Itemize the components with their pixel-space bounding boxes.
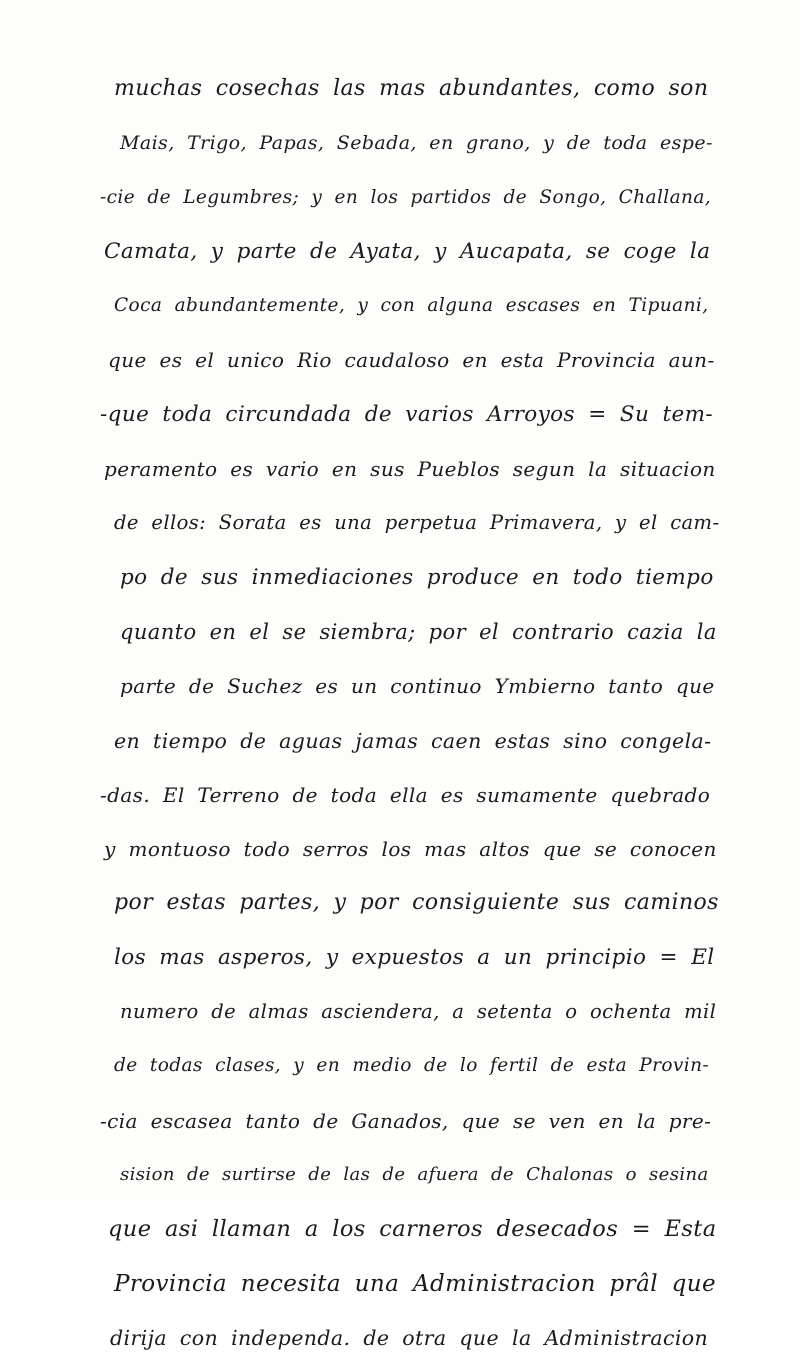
manuscript-line-15: y montuoso todo serros los mas altos que se conocen [104, 837, 717, 862]
manuscript-line-24: dirija con independa. de otra que la Administracion [110, 1325, 709, 1350]
manuscript-line-8: peramento es vario en sus Pueblos segun la situacion [104, 457, 716, 482]
manuscript-line-11: quanto en el se siembra; por el contrario cazia la [120, 619, 717, 644]
manuscript-line-17: los mas asperos, y expuestos a un principio = El [114, 944, 715, 970]
manuscript-line-19: de todas clases, y en medio de lo fertil de esta Provin- [114, 1055, 710, 1077]
manuscript-line-22: que asi llaman a los carneros desecados = Esta [108, 1216, 717, 1243]
manuscript-line-16: por estas partes, y por consiguiente sus caminos [114, 890, 719, 916]
manuscript-line-10: po de sus inmediaciones produce en todo tiempo [120, 564, 714, 590]
manuscript-line-13: en tiempo de aguas jamas caen estas sino congela- [114, 728, 712, 753]
manuscript-line-1: muchas cosechas las mas abundantes, como son [114, 76, 709, 101]
manuscript-line-3: -cie de Legumbres; y en los partidos de Songo, Challana, [100, 186, 712, 208]
manuscript-line-18: numero de almas asciendera, a setenta o ochenta mil [120, 1000, 717, 1024]
manuscript-line-14: -das. El Terreno de toda ella es sumamente quebrado [100, 782, 711, 807]
manuscript-line-4: Camata, y parte de Ayata, y Aucapata, se coge la [104, 238, 711, 264]
manuscript-line-21: sision de surtirse de las de afuera de Chalonas o sesina [120, 1163, 709, 1185]
manuscript-line-7: -que toda circundada de varios Arroyos = Su tem- [100, 401, 714, 427]
manuscript-text [100, 62, 720, 1365]
manuscript-line-20: -cia escasea tanto de Ganados, que se ven en la pre- [100, 1108, 712, 1133]
manuscript-line-12: parte de Suchez es un continuo Ymbierno tanto que [120, 674, 715, 699]
manuscript-line-23: Provincia necesita una Administracion prâl que [114, 1270, 717, 1297]
manuscript-line-9: de ellos: Sorata es una perpetua Primavera, y el cam- [114, 511, 720, 535]
manuscript-line-2: Mais, Trigo, Papas, Sebada, en grano, y de toda espe- [120, 132, 713, 155]
manuscript-line-5: Coca abundantemente, y con alguna escases en Tipuani, [114, 295, 709, 317]
manuscript-line-6: que es el unico Rio caudaloso en esta Provincia aun- [108, 348, 715, 373]
